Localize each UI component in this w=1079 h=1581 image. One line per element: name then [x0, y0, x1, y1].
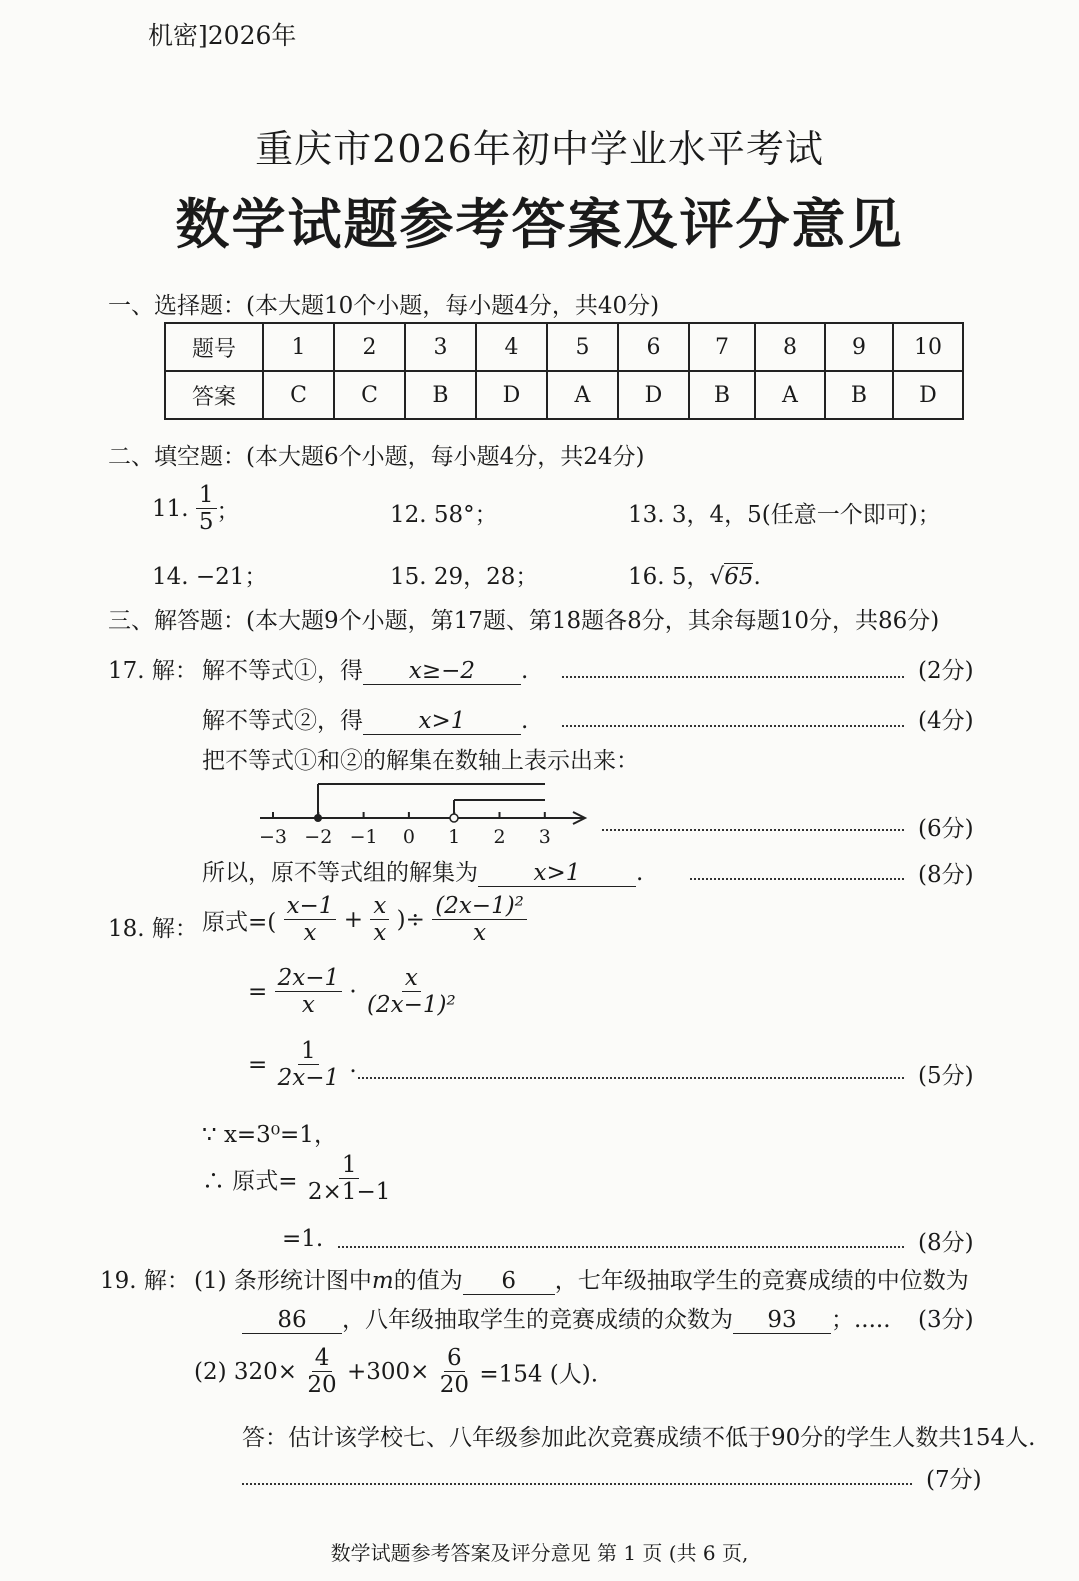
q18-label: 18. 解： — [108, 916, 198, 942]
q18-because: ∵ x=3⁰=1， — [202, 1122, 337, 1148]
fraction — [432, 893, 527, 947]
table-cell: A — [547, 371, 618, 419]
table-cell: 3 — [405, 323, 476, 371]
q19-text: =154 (人). — [479, 1361, 599, 1388]
q16-tail: . — [753, 564, 761, 590]
table-row-numbers — [165, 323, 963, 371]
table-row-answers — [165, 371, 963, 419]
axis-tick-label: −2 — [304, 826, 333, 848]
q17-line1: 解不等式①，得 x≥−2 . — [202, 658, 529, 684]
q19-text: +300× — [346, 1358, 430, 1385]
q19-text: 的值为 — [393, 1268, 463, 1294]
table-cell: 1 — [263, 323, 334, 371]
axis-tick-label: 0 — [402, 826, 415, 848]
dotted-leader — [602, 829, 904, 831]
q19-part1-line2 — [242, 1301, 891, 1334]
therefore-text: ∴ 原式= — [202, 1168, 298, 1195]
fraction-numerator: 1 — [339, 1152, 360, 1179]
table-header-cell: 答案 — [165, 371, 263, 419]
q17-line5-text: 所以，原不等式组的解集为 — [202, 860, 478, 886]
answer-table — [164, 322, 964, 420]
number-line — [255, 775, 595, 850]
answer-blank: x>1 — [363, 708, 521, 735]
fraction — [275, 965, 343, 1019]
fraction-denominator: 20 — [307, 1372, 337, 1399]
fraction-numerator: x−1 — [284, 893, 337, 920]
answer-13: 13. 3，4，5(任意一个即可)； — [628, 502, 941, 528]
table-header-cell: 题号 — [165, 323, 263, 371]
fraction-denominator: (2x−1)² — [367, 992, 456, 1019]
score-mark: (2分) — [918, 658, 974, 684]
table-cell: 10 — [893, 323, 963, 371]
section3-title: 三、解答题：(本大题9个小题，第17题、第18题各8分，其余每题10分，共86分) — [108, 608, 940, 634]
score-mark: (8分) — [918, 1230, 974, 1256]
q18-expression-1 — [202, 893, 527, 947]
confidential-label: 机密]2026年 — [148, 21, 297, 50]
table-cell: B — [689, 371, 755, 419]
exam-title: 重庆市2026年初中学业水平考试 — [255, 127, 824, 171]
divide-sign: )÷ — [396, 906, 425, 933]
fraction-numerator: 2x−1 — [275, 965, 343, 992]
fraction — [305, 1152, 393, 1206]
table-cell: 8 — [755, 323, 825, 371]
table-cell: 4 — [476, 323, 547, 371]
fraction — [304, 1345, 339, 1399]
table-cell: D — [618, 371, 689, 419]
q18-expression-3 — [248, 1038, 357, 1092]
dotted-leader — [562, 725, 904, 727]
dotted-leader — [562, 676, 904, 678]
q19-label: 19. 解： — [100, 1268, 190, 1294]
fraction-numerator: 6 — [444, 1345, 465, 1372]
score-mark: (5分) — [918, 1063, 974, 1089]
score-mark: (8分) — [918, 862, 974, 888]
score-mark: (6分) — [918, 816, 974, 842]
fraction-numerator: (2x−1)² — [432, 893, 527, 920]
q19-text: ，八年级抽取学生的竞赛成绩的众数为 — [342, 1307, 733, 1333]
fraction-numerator: x — [370, 893, 389, 920]
fraction — [196, 482, 217, 536]
score-mark: (4分) — [918, 708, 974, 734]
q17-line2-text: 解不等式②，得 — [202, 708, 363, 734]
table-cell: 2 — [334, 323, 405, 371]
q11-tail: ； — [216, 498, 240, 525]
q19-text: (1) 条形统计图中 — [194, 1268, 372, 1294]
fraction-numerator: 1 — [196, 482, 217, 509]
answer-blank: 6 — [463, 1268, 555, 1295]
fraction — [284, 893, 337, 947]
fraction — [364, 965, 459, 1019]
q17-line5: 所以，原不等式组的解集为 x>1 . — [202, 860, 644, 886]
fraction — [370, 893, 389, 947]
q19-part1-line1 — [194, 1262, 969, 1295]
answer-blank: 86 — [242, 1307, 342, 1334]
q17-line3: 把不等式①和②的解集在数轴上表示出来： — [202, 748, 639, 774]
fraction — [437, 1345, 472, 1399]
answer-blank: 93 — [733, 1307, 831, 1334]
table-cell: A — [755, 371, 825, 419]
answer-16 — [628, 558, 761, 591]
hollow-point — [450, 814, 458, 822]
fraction — [275, 1038, 343, 1092]
fraction-denominator: x — [301, 992, 315, 1019]
variable-m: m — [371, 1268, 394, 1294]
table-cell: D — [476, 371, 547, 419]
fraction-denominator: x — [473, 920, 487, 947]
answer-blank: x≥−2 — [363, 658, 521, 685]
table-cell: 9 — [825, 323, 893, 371]
fraction-denominator: 2×1−1 — [307, 1179, 391, 1206]
dotted-leader — [358, 1077, 904, 1079]
axis-tick-label: 2 — [493, 826, 506, 848]
page-footer: 数学试题参考答案及评分意见 第 1 页 (共 6 页, — [330, 1541, 749, 1565]
section2-title: 二、填空题：(本大题6个小题，每小题4分，共24分) — [108, 444, 645, 470]
document-title: 数学试题参考答案及评分意见 — [175, 192, 904, 256]
plus-sign: + — [343, 906, 364, 933]
q19-text: ；..... — [831, 1307, 891, 1333]
answer-12: 12. 58°； — [390, 502, 498, 528]
score-mark: (7分) — [926, 1467, 982, 1493]
table-cell: 6 — [618, 323, 689, 371]
q19-part2 — [194, 1345, 598, 1399]
fraction-denominator: x — [303, 920, 317, 947]
fraction-numerator: 4 — [312, 1345, 333, 1372]
fraction-denominator: 2x−1 — [277, 1065, 340, 1092]
equals-sign: = — [248, 978, 268, 1005]
score-mark: (3分) — [918, 1307, 974, 1333]
q19-answer: 答：估计该学校七、八年级参加此次竞赛成绩不低于90分的学生人数共154人. — [242, 1425, 1036, 1451]
sqrt-symbol: √ — [709, 564, 725, 590]
answer-14: 14. −21； — [152, 564, 268, 590]
dotted-leader — [338, 1246, 904, 1248]
axis-tick-label: 1 — [448, 826, 461, 848]
axis-tick-label: 3 — [538, 826, 551, 848]
table-cell: D — [893, 371, 963, 419]
fraction-numerator: x — [402, 965, 421, 992]
solid-point — [314, 814, 322, 822]
axis-tick-label: −1 — [349, 826, 378, 848]
table-cell: C — [263, 371, 334, 419]
sqrt-radicand: 65 — [724, 564, 754, 590]
q17-line2: 解不等式②，得 x>1 . — [202, 708, 529, 734]
fraction-denominator: 5 — [198, 509, 214, 536]
table-cell: 5 — [547, 323, 618, 371]
q17-line1-text: 解不等式①，得 — [202, 658, 363, 684]
q16-prefix: 16. 5， — [628, 564, 710, 590]
table-cell: B — [825, 371, 893, 419]
fraction-denominator: 20 — [439, 1372, 470, 1399]
q18-prefix: 原式=( — [202, 909, 277, 936]
answer-blank: x>1 — [478, 860, 636, 887]
dotted-leader — [242, 1483, 912, 1485]
q17-label: 17. 解： — [108, 658, 198, 684]
section1-title: 一、选择题：(本大题10个小题，每小题4分，共40分) — [108, 293, 660, 319]
q11-label: 11. — [152, 495, 189, 522]
q18-expression-2 — [248, 965, 459, 1019]
table-cell: B — [405, 371, 476, 419]
fraction-denominator: x — [373, 920, 387, 947]
period: . — [349, 1051, 357, 1078]
answer-15: 15. 29，28； — [390, 564, 539, 590]
equals-sign: = — [248, 1051, 268, 1078]
q18-therefore — [202, 1152, 393, 1206]
table-cell: 7 — [689, 323, 755, 371]
q19-text: (2) 320× — [194, 1358, 298, 1385]
answer-11 — [152, 482, 240, 536]
dotted-leader — [690, 878, 904, 880]
axis-tick-label: −3 — [258, 826, 288, 848]
q19-text: ，七年级抽取学生的竞赛成绩的中位数为 — [554, 1268, 969, 1294]
q18-result: =1. — [282, 1226, 324, 1252]
table-cell: C — [334, 371, 405, 419]
fraction-numerator: 1 — [298, 1038, 319, 1065]
multiply-dot: · — [349, 978, 357, 1005]
